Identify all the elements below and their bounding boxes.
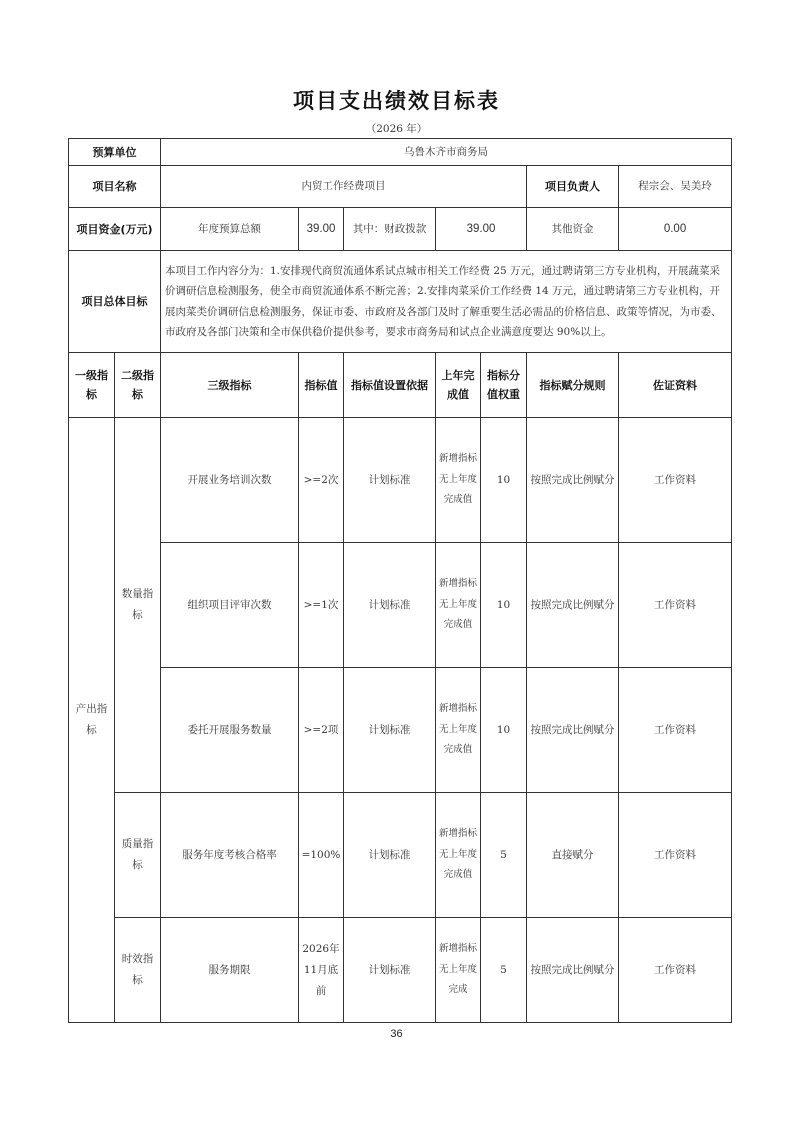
header-level1: 一级指标	[69, 353, 115, 418]
header-weight: 指标分值权重	[481, 353, 527, 418]
rule-cell: 按照完成比例赋分	[527, 668, 619, 793]
table-row	[69, 793, 732, 918]
level2-quantity-cell: 数量指标	[115, 418, 161, 793]
level2-timeliness-cell: 时效指标	[115, 918, 161, 1023]
value-cell: =100%	[299, 793, 344, 918]
level2-quality-cell: 质量指标	[115, 793, 161, 918]
table-row	[69, 418, 732, 543]
header-basis: 指标值设置依据	[344, 353, 436, 418]
last-year-cell: 新增指标无上年度完成值	[436, 793, 481, 918]
basis-cell: 计划标准	[344, 543, 436, 668]
value-cell: >=1次	[299, 543, 344, 668]
level3-cell: 服务年度考核合格率	[161, 793, 299, 918]
evidence-cell: 工作资料	[619, 918, 732, 1023]
page-title: 项目支出绩效目标表	[293, 89, 500, 113]
rule-cell: 按照完成比例赋分	[527, 543, 619, 668]
last-year-cell: 新增指标无上年度完成值	[436, 543, 481, 668]
value-cell: >=2次	[299, 418, 344, 543]
evidence-cell: 工作资料	[619, 418, 732, 543]
fiscal-value: 39.00	[436, 208, 527, 251]
funds-row	[69, 208, 732, 251]
funds-label: 项目资金(万元)	[69, 208, 161, 251]
annual-budget-label: 年度预算总额	[161, 208, 299, 251]
value-cell: >=2项	[299, 668, 344, 793]
rule-cell: 按照完成比例赋分	[527, 918, 619, 1023]
project-lead-label: 项目负责人	[527, 166, 619, 208]
project-name-label: 项目名称	[69, 166, 161, 208]
header-level3: 三级指标	[161, 353, 299, 418]
overall-goal-label: 项目总体目标	[69, 251, 161, 353]
weight-cell: 5	[481, 793, 527, 918]
rule-cell: 按照完成比例赋分	[527, 418, 619, 543]
header-rule: 指标赋分规则	[527, 353, 619, 418]
level3-cell: 服务期限	[161, 918, 299, 1023]
table-row	[69, 668, 732, 793]
table-row	[69, 918, 732, 1023]
rule-cell: 直接赋分	[527, 793, 619, 918]
overall-goal-row	[69, 251, 732, 353]
weight-cell: 10	[481, 418, 527, 543]
header-evidence: 佐证资料	[619, 353, 732, 418]
header-level2: 二级指标	[115, 353, 161, 418]
value-cell: 2026年11月底前	[299, 918, 344, 1023]
project-name-row	[69, 166, 732, 208]
basis-cell: 计划标准	[344, 918, 436, 1023]
header-last-year: 上年完成值	[436, 353, 481, 418]
annual-budget-value: 39.00	[299, 208, 344, 251]
overall-goal-text: 本项目工作内容分为：1.安排现代商贸流通体系试点城市相关工作经费 25 万元，通过聘请第三方专业机构，开展蔬菜采价调研信息检测服务，使全市商贸流通体系不断完善；2.安排肉菜采价工作经费 14 万元，通过聘请第三方专业机构，开展肉菜类价调研信息检测服务，保证市委、市政府及各部门及时了解重要生活必需品的价格信息、政策等情况，为市委、市政府及各部门决策和全市保供稳价提供参考，要求市商务局和试点企业满意度要达 90%以上。	[161, 251, 732, 353]
budget-unit-label: 预算单位	[69, 139, 161, 166]
header-value: 指标值	[299, 353, 344, 418]
fiscal-label: 其中：财政拨款	[344, 208, 436, 251]
budget-unit-value: 乌鲁木齐市商务局	[161, 139, 732, 166]
evidence-cell: 工作资料	[619, 543, 732, 668]
last-year-cell: 新增指标无上年度完成值	[436, 418, 481, 543]
basis-cell: 计划标准	[344, 418, 436, 543]
level3-cell: 委托开展服务数量	[161, 668, 299, 793]
basis-cell: 计划标准	[344, 793, 436, 918]
budget-unit-row	[69, 139, 732, 166]
level1-output-cell: 产出指标	[69, 418, 115, 1023]
project-lead-value: 程宗会、吴美玲	[619, 166, 732, 208]
other-funds-value: 0.00	[619, 208, 732, 251]
evidence-cell: 工作资料	[619, 793, 732, 918]
level3-cell: 开展业务培训次数	[161, 418, 299, 543]
indicator-header-row	[69, 353, 732, 418]
last-year-cell: 新增指标无上年度完成	[436, 918, 481, 1023]
weight-cell: 5	[481, 918, 527, 1023]
other-funds-label: 其他资金	[527, 208, 619, 251]
table-row	[69, 543, 732, 668]
page-number: 36	[390, 1028, 403, 1040]
performance-target-table	[68, 138, 732, 1023]
weight-cell: 10	[481, 668, 527, 793]
project-name-value: 内贸工作经费项目	[161, 166, 527, 208]
last-year-cell: 新增指标无上年度完成值	[436, 668, 481, 793]
evidence-cell: 工作资料	[619, 668, 732, 793]
level3-cell: 组织项目评审次数	[161, 543, 299, 668]
basis-cell: 计划标准	[344, 668, 436, 793]
weight-cell: 10	[481, 543, 527, 668]
year-subtitle: （2026 年）	[365, 123, 428, 135]
